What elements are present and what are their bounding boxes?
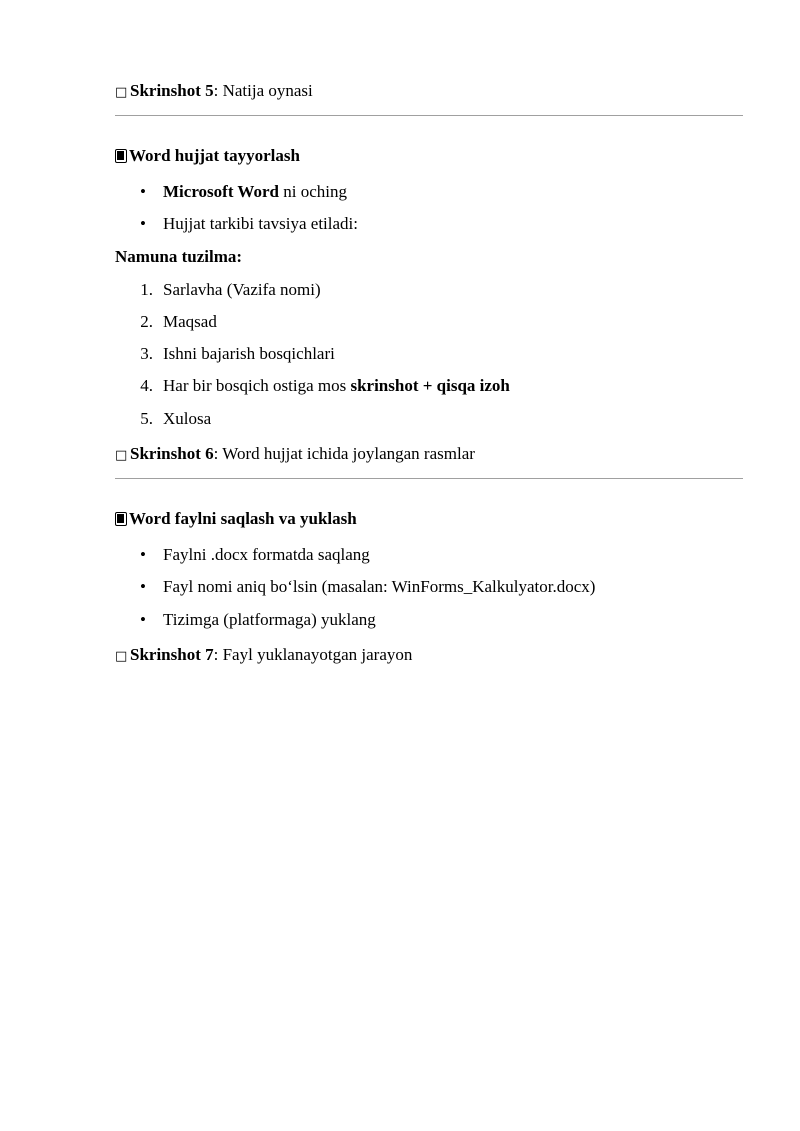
item-number: 1.	[140, 280, 153, 299]
screenshot-5-desc: : Natija oynasi	[213, 81, 313, 100]
section-3-title: Word faylni saqlash va yuklash	[129, 509, 357, 528]
screenshot-7-desc: : Fayl yuklanayotgan jarayon	[213, 645, 413, 664]
section-2-heading	[115, 146, 300, 166]
bullet-icon: •	[140, 182, 146, 201]
screenshot-6-caption	[115, 444, 475, 466]
screenshot-5-caption	[115, 81, 313, 103]
item-number: 2.	[140, 312, 153, 331]
emoji-box-icon	[115, 149, 127, 163]
screenshot-7-caption	[115, 645, 412, 667]
bullet-text: Tizimga (platformaga) yuklang	[163, 610, 376, 629]
item-number: 5.	[140, 409, 153, 428]
bullet-icon: •	[140, 577, 146, 596]
bullet-text: Fayl nomi aniq bo‘lsin (masalan: WinForms_Kalkulyator.docx)	[163, 577, 596, 596]
bullet-text: Hujjat tarkibi tavsiya etiladi:	[163, 214, 358, 233]
section-3-heading	[115, 509, 357, 529]
bullet-text: ni oching	[279, 182, 347, 201]
item-text: Xulosa	[163, 409, 212, 428]
screenshot-6-label: Skrinshot 6	[130, 444, 214, 463]
missing-glyph-icon: □	[115, 85, 128, 100]
bullet-icon: •	[140, 214, 146, 233]
bullet-icon: •	[140, 545, 146, 564]
emoji-box-icon	[115, 512, 127, 526]
missing-glyph-icon: □	[115, 649, 128, 664]
item-text: Ishni bajarish bosqichlari	[163, 344, 335, 363]
bullet-bold-text: Microsoft Word	[163, 182, 279, 201]
item-bold-text: skrinshot + qisqa izoh	[350, 376, 510, 395]
divider-2	[115, 478, 743, 479]
item-number: 4.	[140, 376, 153, 395]
item-text: Har bir bosqich ostiga mos	[163, 376, 351, 395]
item-number: 3.	[140, 344, 153, 363]
structure-title: Namuna tuzilma:	[115, 247, 243, 266]
screenshot-7-label: Skrinshot 7	[130, 645, 214, 664]
bullet-icon: •	[140, 610, 146, 629]
screenshot-5-label: Skrinshot 5	[130, 81, 214, 100]
item-text: Sarlavha (Vazifa nomi)	[163, 280, 321, 299]
item-text: Maqsad	[163, 312, 217, 331]
screenshot-6-desc: : Word hujjat ichida joylangan rasmlar	[213, 444, 475, 463]
divider-1	[115, 115, 743, 116]
missing-glyph-icon: □	[115, 448, 128, 463]
bullet-text: Faylni .docx formatda saqlang	[163, 545, 370, 564]
section-2-title: Word hujjat tayyorlash	[129, 146, 300, 165]
